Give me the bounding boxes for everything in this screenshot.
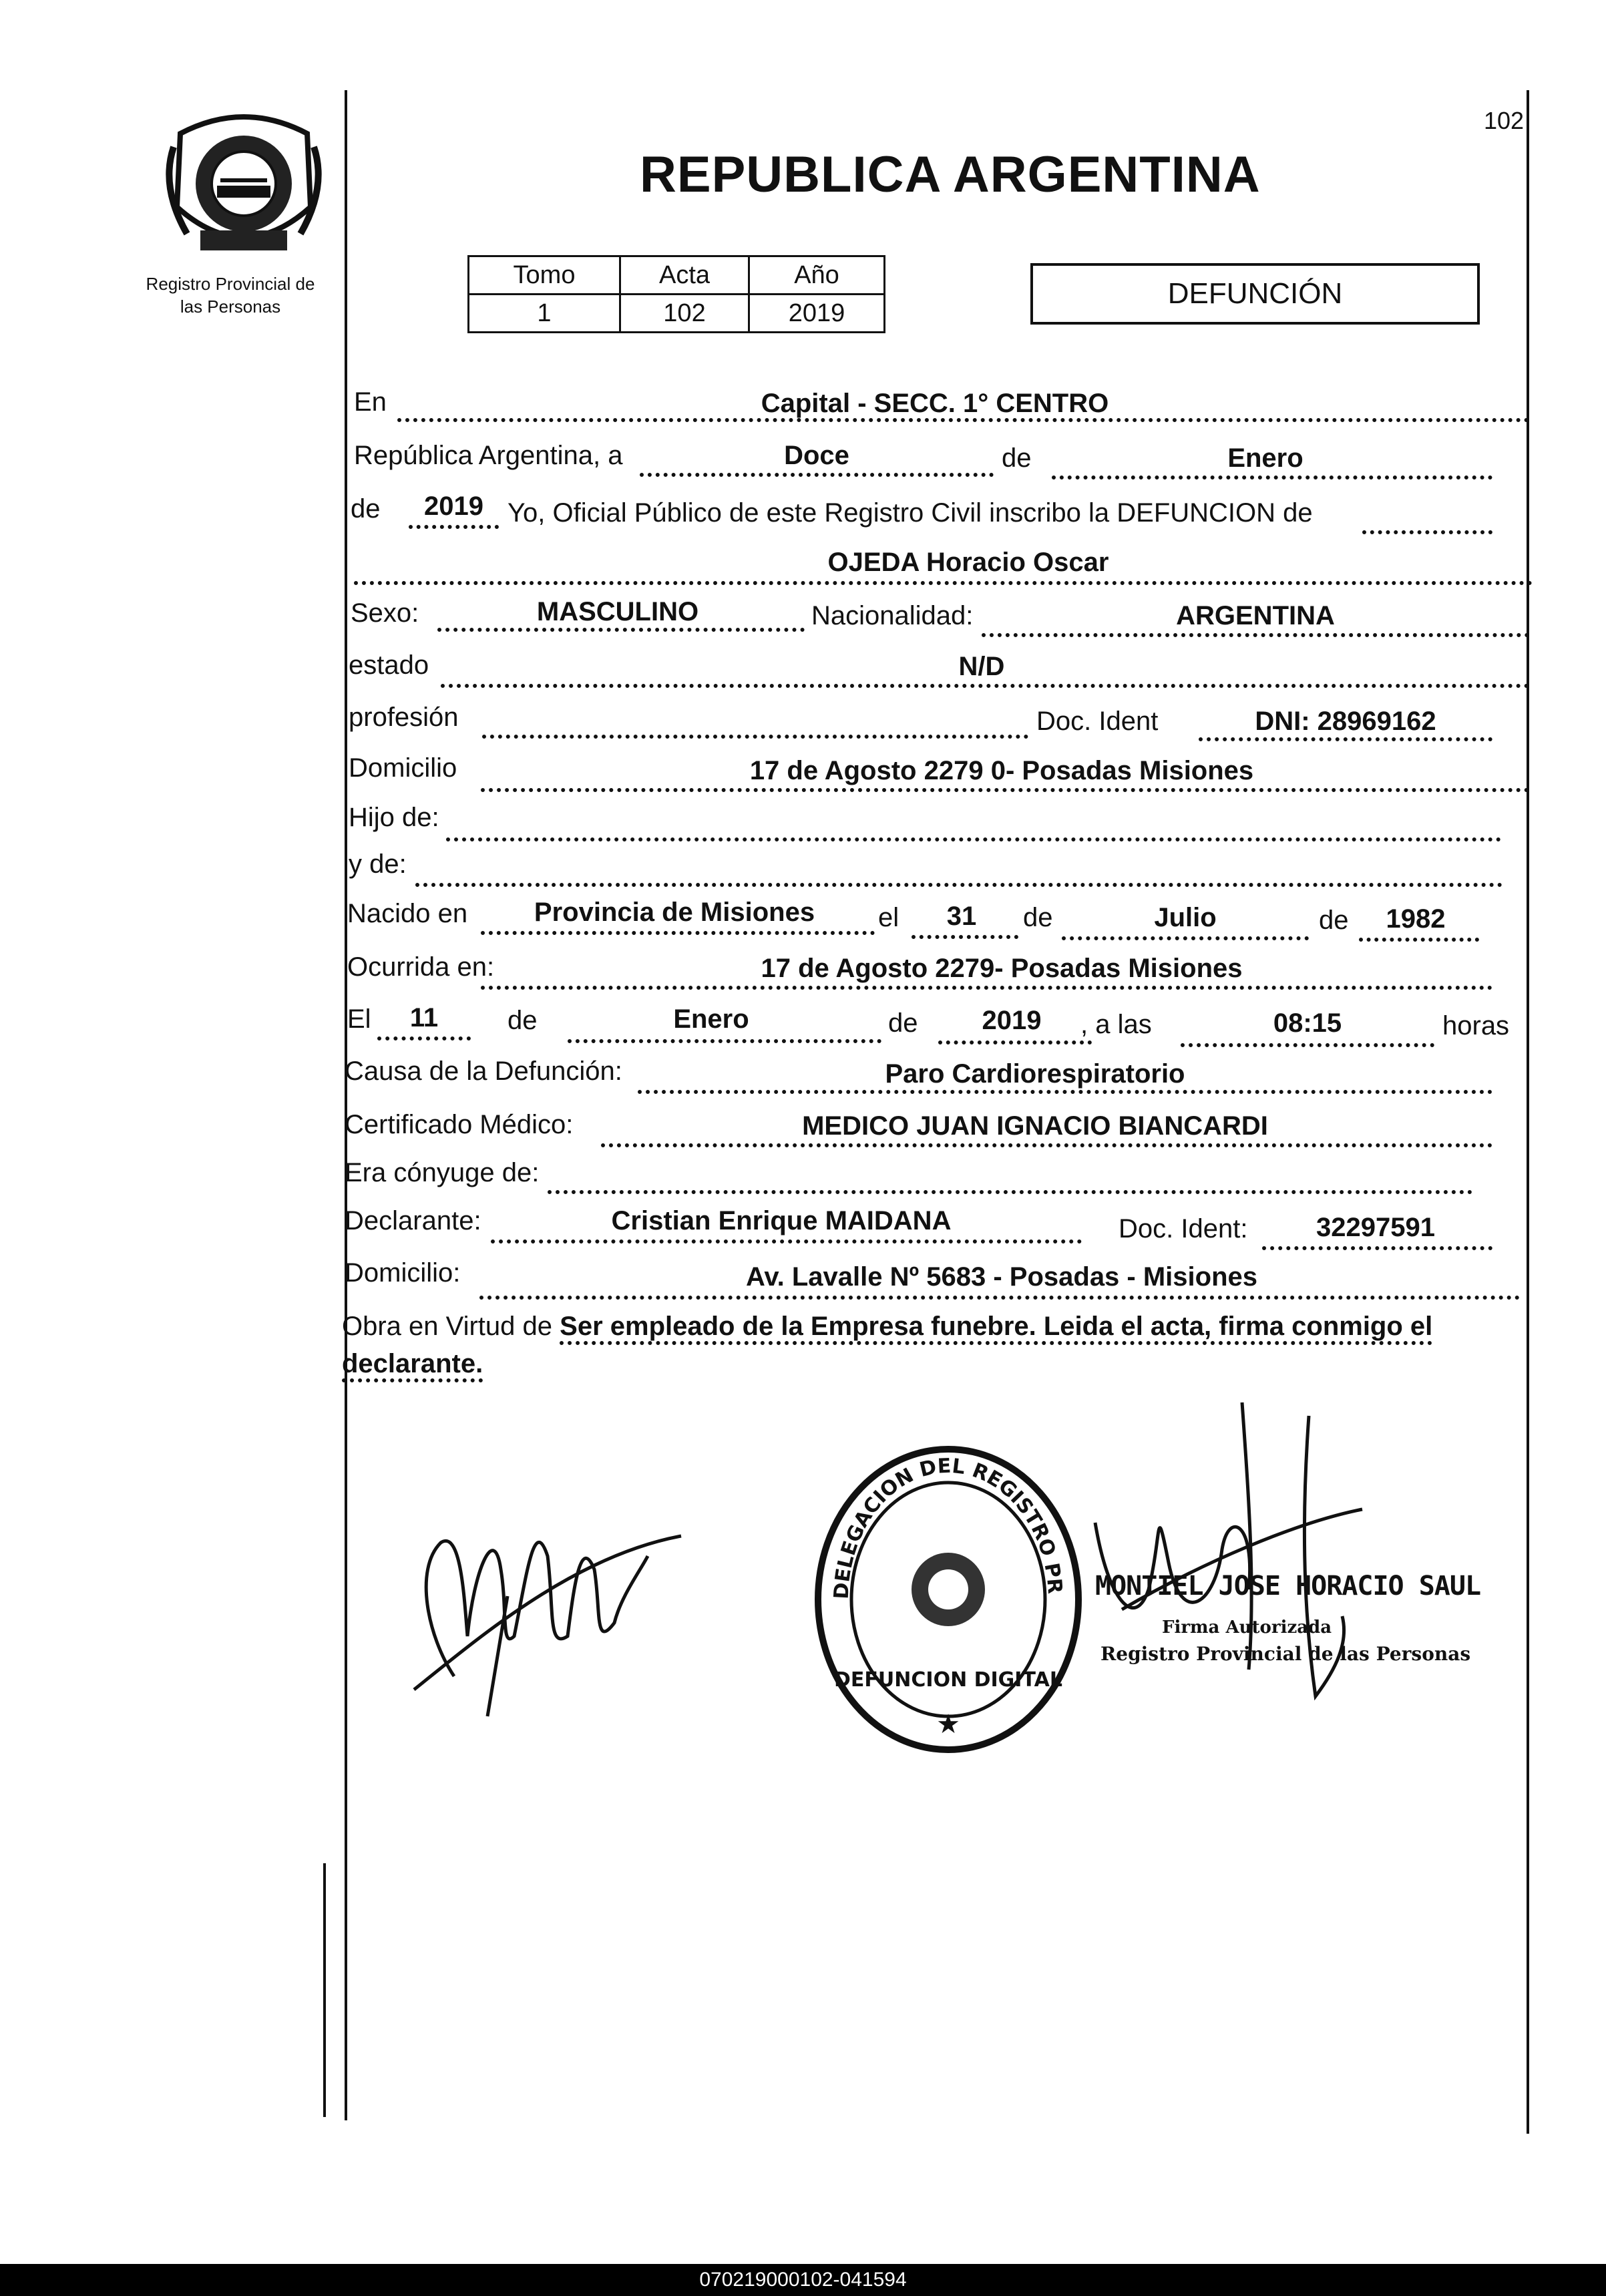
anio-value: 2019 — [424, 492, 483, 521]
declarante-value: Cristian Enrique MAIDANA — [611, 1206, 952, 1235]
causa-line — [638, 1090, 1492, 1094]
nacionalidad-value: ARGENTINA — [1176, 601, 1335, 630]
doc-ident-value: DNI: 28969162 — [1255, 707, 1436, 736]
causa-label: Causa de la Defunción: — [345, 1057, 622, 1086]
left-margin-line — [345, 90, 347, 2120]
declarante-line — [491, 1239, 1082, 1243]
nacido-lugar-value: Provincia de Misiones — [534, 898, 815, 927]
el-label: El — [347, 1004, 371, 1034]
official-registry: Registro Provincial de las Personas — [1100, 1643, 1471, 1665]
profesion-label: profesión — [349, 703, 459, 732]
declarante-doc-value: 32297591 — [1316, 1213, 1435, 1242]
ocurrida-label: Ocurrida en: — [347, 952, 495, 982]
official-signature — [1082, 1389, 1429, 1736]
right-margin-line — [1527, 90, 1529, 2134]
dia-line — [640, 473, 994, 477]
certificado-label: Certificado Médico: — [345, 1110, 574, 1139]
official-stamp — [808, 1443, 1088, 1756]
dia-value: Doce — [784, 441, 849, 470]
nacido-dia-value: 31 — [946, 902, 977, 931]
mes-line — [1052, 475, 1492, 480]
estado-value: N/D — [958, 652, 1005, 681]
domicilio-value: 17 de Agosto 2279 0- Posadas Misiones — [749, 756, 1254, 785]
ocurrida-value: 17 de Agosto 2279- Posadas Misiones — [761, 954, 1243, 983]
el-anio-line — [938, 1040, 1092, 1044]
reference-table — [467, 255, 885, 333]
de-label: de — [1002, 443, 1032, 473]
sexo-line — [437, 628, 805, 632]
el-dia-value: 11 — [409, 1003, 439, 1032]
nacido-mes-value: Julio — [1154, 903, 1217, 932]
en-label: En — [354, 387, 387, 417]
official-name: MONTIEL JOSE HORACIO SAUL — [1095, 1571, 1481, 1601]
nacionalidad-label: Nacionalidad: — [811, 601, 974, 630]
hijo-de-label: Hijo de: — [349, 803, 439, 832]
en-value: Capital - SECC. 1° CENTRO — [761, 389, 1109, 418]
left-margin-line — [323, 1863, 326, 2117]
causa-value: Paro Cardiorespiratorio — [885, 1059, 1185, 1089]
nacionalidad-line — [982, 633, 1529, 637]
stamp-text: DELEGACION DEL REGISTRO PR — [829, 1454, 1067, 1600]
stamp-inner-text: DEFUNCION DIGITAL — [834, 1668, 1062, 1692]
el-hora-line — [1181, 1043, 1434, 1047]
nacido-el-label: el — [878, 903, 899, 932]
domicilio-label: Domicilio — [349, 753, 457, 783]
anio-value: 2019 — [749, 295, 885, 333]
declarante-doc-label: Doc. Ident: — [1119, 1214, 1248, 1243]
svg-text:★: ★ — [936, 1710, 960, 1739]
y-de-line — [415, 883, 1502, 887]
el-de-label: de — [508, 1006, 538, 1035]
tomo-header: Tomo — [469, 256, 620, 295]
doc-ident-label: Doc. Ident — [1036, 707, 1159, 736]
nacido-de-label: de — [1023, 903, 1053, 932]
el-dia-line — [377, 1036, 471, 1040]
page-title: REPUBLICA ARGENTINA — [640, 146, 1261, 203]
record-type-box: DEFUNCIÓN — [1030, 263, 1480, 325]
tomo-value: 1 — [469, 295, 620, 333]
el-mes-line — [568, 1039, 881, 1043]
domicilio2-value: Av. Lavalle Nº 5683 - Posadas - Misiones — [745, 1262, 1258, 1292]
nacido-anio-value: 1982 — [1386, 904, 1446, 934]
conyuge-label: Era cónyuge de: — [345, 1158, 540, 1187]
nombre-value: OJEDA Horacio Oscar — [827, 548, 1109, 577]
declarant-signature — [401, 1436, 721, 1756]
estado-label: estado — [349, 650, 429, 680]
certificado-value: MEDICO JUAN IGNACIO BIANCARDI — [802, 1111, 1268, 1141]
profesion-line — [482, 735, 1028, 739]
certificado-line — [601, 1143, 1492, 1147]
el-mes-value: Enero — [673, 1004, 749, 1034]
anio-line — [409, 525, 499, 529]
nacido-de2-label: de — [1319, 906, 1349, 935]
obra-label: Obra en Virtud de — [342, 1312, 553, 1341]
anio-header: Año — [749, 256, 885, 295]
y-de-label: y de: — [349, 849, 407, 879]
doc-ident-line — [1199, 737, 1492, 741]
anio-de-label: de — [351, 494, 381, 524]
nombre-line — [354, 581, 1533, 585]
mes-value: Enero — [1227, 443, 1303, 473]
fecha-label: República Argentina, a — [354, 441, 623, 470]
declaration-text: Yo, Oficial Público de este Registro Civil inscribo la DEFUNCION de — [508, 498, 1313, 528]
domicilio-line — [481, 788, 1529, 792]
nacido-label: Nacido en — [347, 899, 468, 928]
conyuge-line — [548, 1190, 1472, 1194]
estado-line — [441, 684, 1529, 688]
declarante-label: Declarante: — [345, 1206, 481, 1235]
footer-barcode-text: 070219000102-041594 — [0, 2264, 1606, 2296]
ocurrida-line — [481, 986, 1492, 990]
domicilio2-label: Domicilio: — [345, 1258, 461, 1288]
el-hora-value: 08:15 — [1273, 1008, 1342, 1038]
acta-header: Acta — [620, 256, 749, 295]
domicilio2-line — [479, 1296, 1520, 1300]
nacido-anio-line — [1359, 938, 1479, 942]
registry-label: Registro Provincial de las Personas — [146, 274, 315, 317]
sexo-label: Sexo: — [351, 598, 419, 628]
declarante-doc-line — [1262, 1246, 1492, 1250]
hijo-de-line — [446, 837, 1501, 841]
nacido-mes-line — [1062, 936, 1309, 940]
page-number: 102 — [1484, 107, 1525, 134]
acta-value: 102 — [620, 295, 749, 333]
sexo-value: MASCULINO — [536, 597, 699, 626]
obra-value: Ser empleado de la Empresa funebre. Leida el acta, firma conmigo el declarante. — [342, 1312, 1432, 1382]
nacido-lugar-line — [481, 931, 875, 935]
declaration-line — [1362, 530, 1492, 534]
obra-paragraph — [342, 1308, 1521, 1382]
el-a-las-label: , a las — [1080, 1010, 1152, 1039]
el-horas-label: horas — [1442, 1011, 1510, 1040]
provincia-de-misiones-seal-icon — [160, 107, 327, 260]
official-role: Firma Autorizada — [1162, 1617, 1332, 1638]
el-de2-label: de — [888, 1008, 918, 1038]
nacido-dia-line — [912, 935, 1018, 939]
el-anio-value: 2019 — [982, 1006, 1042, 1035]
